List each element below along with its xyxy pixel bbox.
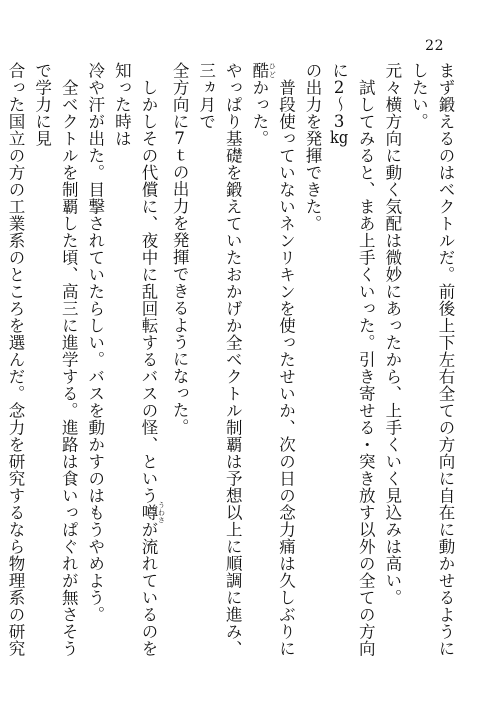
text-paragraph xyxy=(81,62,108,672)
text-run: やっぱり基礎を鍛えていたおかげか全ベクトル制覇は予想以上に順調に進み、三ヵ月で xyxy=(196,62,243,657)
ruby-annotation xyxy=(138,500,166,524)
upright-number: kg xyxy=(330,129,349,146)
vertical-text-body xyxy=(6,62,458,672)
text-run: ｔの出力を発揮できるようになった。 xyxy=(170,146,190,436)
page-number: 22 xyxy=(425,38,444,54)
text-run: 普段使っていないネンリキンを使ったせいか、次の日の念力痛は久しぶりに xyxy=(276,78,296,657)
ruby-reading: うわさ xyxy=(157,500,166,524)
ruby-reading: ひど xyxy=(268,62,277,79)
ruby-annotation xyxy=(249,62,277,79)
text-run: が流れているのを知った時は xyxy=(112,62,158,657)
text-run: 元々横方向に動く気配は微妙にあったから、上手くいく見込みは高い。 xyxy=(382,62,402,606)
text-run: まず鍛えるのはベクトルだ。前後上下左右全ての方向に自在に動かせるようにしたい。 xyxy=(409,62,455,657)
text-run: 試してみると、まあ上手くいった。引き寄せる・突き放す以外の全ての方向に xyxy=(329,62,376,657)
text-paragraph xyxy=(245,62,298,672)
ruby-base: 酷 xyxy=(249,62,269,79)
text-run: 冷や汗が出た。目撃されていたらしい。バスを動かすのはもうやめよう。 xyxy=(85,62,105,623)
ruby-base: 噂 xyxy=(138,500,158,524)
text-paragraph xyxy=(165,62,192,672)
text-paragraph xyxy=(0,62,28,672)
upright-number: 7 xyxy=(174,130,185,147)
text-paragraph xyxy=(378,62,405,672)
text-paragraph xyxy=(108,62,166,672)
text-run: 全ベクトルを制覇した頃、高三に進学する。進路は食いっぱぐれが無さそうで学力に見 xyxy=(32,62,79,657)
text-paragraph xyxy=(28,62,81,672)
text-paragraph xyxy=(405,62,458,672)
text-run: しかしその代償に、夜中に乱回転するバスの怪、という xyxy=(138,78,158,504)
text-run: 全方向に xyxy=(170,62,190,130)
text-run: 合った国立の方の工業系のところを選んだ。念力を研究するなら物理系の研究 xyxy=(6,62,25,657)
text-run: かった。 xyxy=(249,79,269,147)
text-run: の出力を発揮できた。 xyxy=(303,62,323,232)
text-run: 〜 xyxy=(329,95,349,113)
text-paragraph xyxy=(325,62,378,672)
text-paragraph xyxy=(298,62,325,672)
upright-number: 3 xyxy=(333,112,345,129)
text-paragraph xyxy=(192,62,245,672)
upright-number: 2 xyxy=(333,79,345,96)
